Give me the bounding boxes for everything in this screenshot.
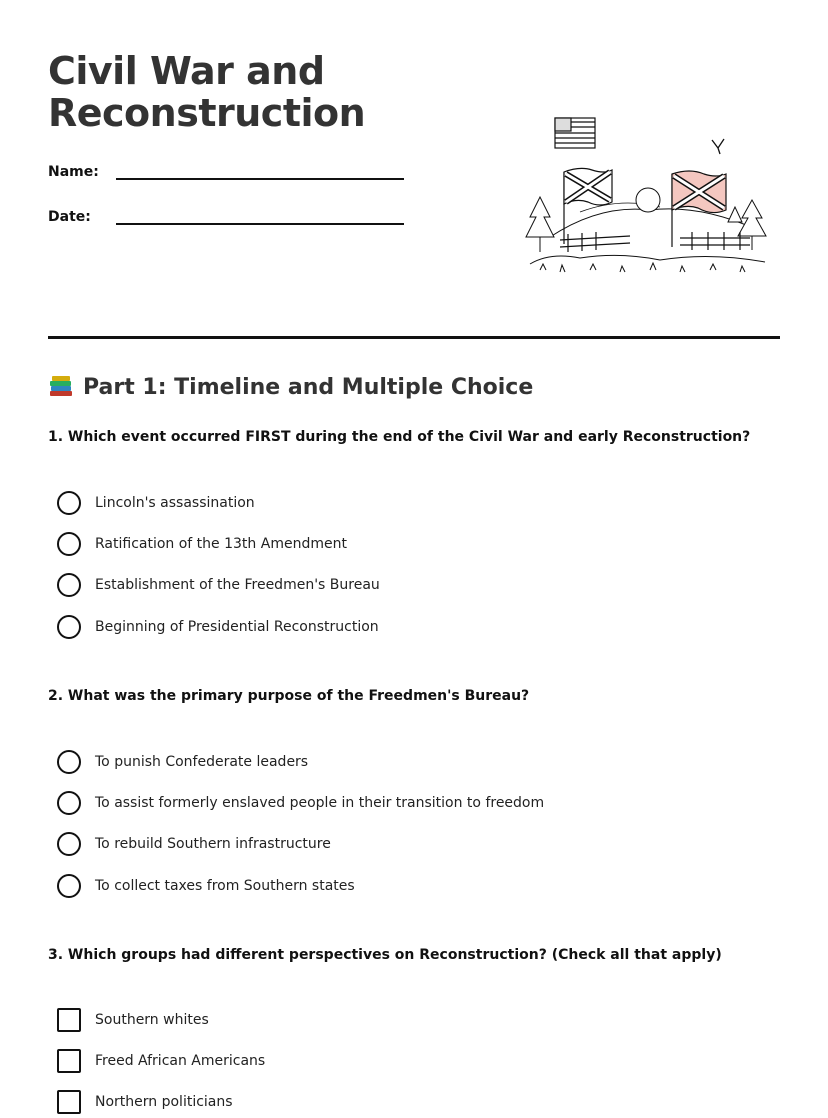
q1-option-3[interactable] [57,572,380,598]
date-field[interactable] [48,205,404,225]
q3-option-2[interactable] [57,1048,265,1074]
part1-heading-text: Part 1: Timeline and Multiple Choice [83,374,534,400]
radio-button[interactable] [57,573,81,597]
radio-button[interactable] [57,874,81,898]
books-icon [48,374,74,400]
q2-option-1[interactable] [57,749,308,775]
option-label: Beginning of Presidential Reconstruction [95,619,379,635]
question-3: 3. Which groups had different perspectives on Reconstruction? (Check all that apply) [48,947,722,963]
radio-button[interactable] [57,750,81,774]
option-label: To rebuild Southern infrastructure [95,836,331,852]
q2-option-3[interactable] [57,831,331,857]
option-label: Freed African Americans [95,1053,266,1069]
checkbox[interactable] [57,1008,81,1032]
q1-option-1[interactable] [57,490,255,516]
option-label: Southern whites [95,1012,209,1028]
radio-button[interactable] [57,832,81,856]
q3-option-3[interactable] [57,1089,233,1115]
name-label: Name: [48,164,99,180]
date-line[interactable] [116,205,404,225]
date-label: Date: [48,209,91,225]
grass [530,255,765,272]
question-1: 1. Which event occurred FIRST during the end of the Civil War and early Reconstruction? [48,429,751,445]
option-label: Establishment of the Freedmen's Bureau [95,577,380,593]
q2-option-2[interactable] [57,790,544,816]
checkbox[interactable] [57,1090,81,1114]
radio-button[interactable] [57,791,81,815]
radio-button[interactable] [57,532,81,556]
radio-button[interactable] [57,615,81,639]
option-label: To collect taxes from Southern states [95,878,355,894]
question-2: 2. What was the primary purpose of the Freedmen's Bureau? [48,688,530,704]
q1-option-4[interactable] [57,614,379,640]
option-label: Northern politicians [95,1094,233,1110]
option-label: To punish Confederate leaders [95,754,309,770]
radio-button[interactable] [57,491,81,515]
section-divider [48,336,780,339]
civil-war-illustration [520,112,770,282]
q2-option-4[interactable] [57,873,355,899]
option-label: To assist formerly enslaved people in their transition to freedom [95,795,545,811]
american-flag-icon [555,118,595,148]
confederate-flag-left [564,168,612,244]
checkbox[interactable] [57,1049,81,1073]
part1-heading [48,374,533,400]
name-line[interactable] [116,160,404,180]
bird-icon [712,139,724,154]
q1-option-2[interactable] [57,531,347,557]
name-field[interactable] [48,160,404,180]
option-label: Lincoln's assassination [95,495,255,511]
fence [560,232,750,252]
option-label: Ratification of the 13th Amendment [95,536,347,552]
worksheet-title: Civil War and Reconstruction [48,49,366,135]
q3-option-1[interactable] [57,1007,209,1033]
